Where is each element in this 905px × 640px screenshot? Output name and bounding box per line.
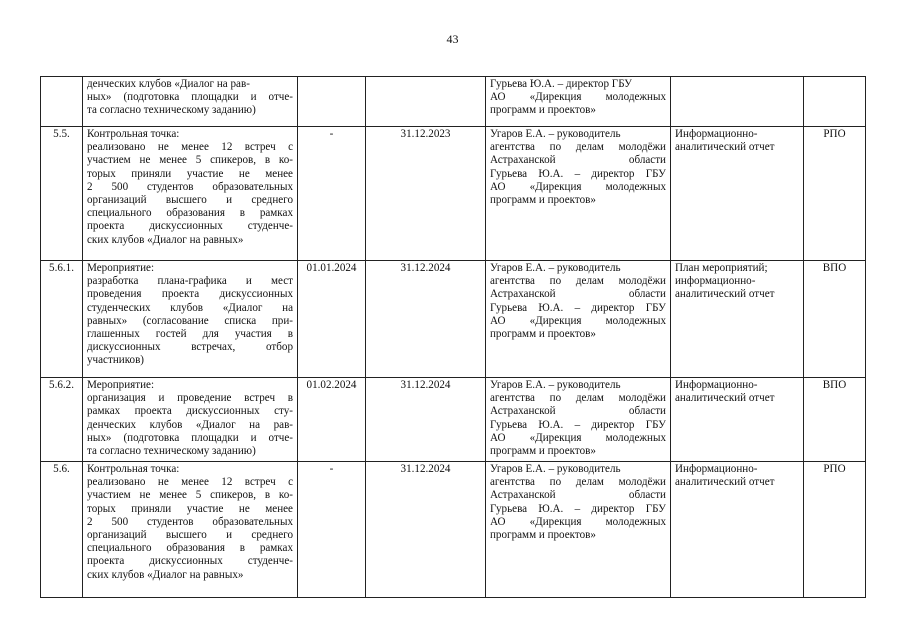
event-description bbox=[83, 261, 298, 378]
result-document-line: аналитический отчет bbox=[675, 141, 775, 154]
start-date: - bbox=[298, 462, 366, 598]
event-description-line: ных» (подготовка площадки и отче- bbox=[87, 91, 293, 104]
item-number bbox=[41, 77, 83, 127]
event-description-line: участием не менее 5 спикеров, в ко- bbox=[87, 154, 293, 167]
responsible-persons bbox=[486, 261, 671, 378]
responsible-persons-line: Астраханской области bbox=[490, 489, 666, 502]
responsible-persons-line: агентства по делам молодёжи bbox=[490, 476, 666, 489]
responsible-persons-line: программ и проектов» bbox=[490, 194, 596, 207]
responsible-persons-line: АО «Дирекция молодежных bbox=[490, 314, 666, 327]
responsible-persons bbox=[486, 127, 671, 261]
end-date: 31.12.2024 bbox=[366, 261, 486, 378]
event-description-line: ских клубов «Диалог на равных» bbox=[87, 233, 244, 246]
event-description-line: студенческих клубов «Диалог на bbox=[87, 301, 293, 314]
table-row bbox=[41, 378, 866, 462]
event-description-line: торых приняли участие не менее bbox=[87, 167, 293, 180]
page-number: 43 bbox=[446, 32, 459, 46]
responsible-persons-line: Угаров Е.А. – руководитель bbox=[490, 262, 621, 274]
document-type bbox=[804, 77, 866, 127]
responsible-persons-line: Гурьева Ю.А. – директор ГБУ bbox=[490, 502, 666, 515]
event-description-line: проведения проекта дискуссионных bbox=[87, 288, 293, 301]
event-description-line: Контрольная точка: bbox=[87, 463, 180, 475]
event-description-line: проекта дискуссионных студенче- bbox=[87, 220, 293, 233]
document-type: РПО bbox=[804, 462, 866, 598]
event-description-line: глашенных гостей для участия в bbox=[87, 328, 293, 341]
event-description-line: рамках проекта дискуссионных сту- bbox=[87, 405, 293, 418]
responsible-persons-line: Гурьева Ю.А. – директор ГБУ bbox=[490, 78, 633, 90]
event-description bbox=[83, 127, 298, 261]
event-description bbox=[83, 77, 298, 127]
responsible-persons-line: Угаров Е.А. – руководитель bbox=[490, 128, 621, 140]
responsible-persons-line: программ и проектов» bbox=[490, 445, 596, 458]
plan-table bbox=[40, 76, 866, 598]
event-description-line: 2 500 студентов образовательных bbox=[87, 180, 293, 193]
result-document-line: Информационно- bbox=[675, 463, 758, 475]
result-document bbox=[671, 462, 804, 598]
event-description-line: реализовано не менее 12 встреч с bbox=[87, 141, 293, 154]
responsible-persons-line: Астраханской области bbox=[490, 288, 666, 301]
responsible-persons-line: Гурьева Ю.А. – директор ГБУ bbox=[490, 418, 666, 431]
responsible-persons-line: АО «Дирекция молодежных bbox=[490, 180, 666, 193]
event-description-line: разработка плана-графика и мест bbox=[87, 275, 293, 288]
end-date: 31.12.2024 bbox=[366, 462, 486, 598]
result-document bbox=[671, 378, 804, 462]
result-document bbox=[671, 261, 804, 378]
responsible-persons-line: АО «Дирекция молодежных bbox=[490, 515, 666, 528]
event-description-line: участием не менее 5 спикеров, в ко- bbox=[87, 489, 293, 502]
event-description bbox=[83, 462, 298, 598]
item-number: 5.6.1. bbox=[41, 261, 83, 378]
event-description-line: специального образования в рамках bbox=[87, 542, 293, 555]
responsible-persons-line: агентства по делам молодёжи bbox=[490, 275, 666, 288]
event-description-line: ных» (подготовка площадки и отче- bbox=[87, 431, 293, 444]
responsible-persons-line: агентства по делам молодёжи bbox=[490, 392, 666, 405]
responsible-persons-line: программ и проектов» bbox=[490, 104, 596, 117]
start-date: - bbox=[298, 127, 366, 261]
responsible-persons bbox=[486, 378, 671, 462]
end-date bbox=[366, 77, 486, 127]
event-description-line: та согласно техническому заданию) bbox=[87, 104, 256, 117]
table-row bbox=[41, 127, 866, 261]
responsible-persons-line: Астраханской области bbox=[490, 154, 666, 167]
responsible-persons-line: Астраханской области bbox=[490, 405, 666, 418]
responsible-persons bbox=[486, 462, 671, 598]
table-row bbox=[41, 261, 866, 378]
responsible-persons-line: программ и проектов» bbox=[490, 328, 596, 341]
event-description-line: Мероприятие: bbox=[87, 262, 155, 274]
result-document bbox=[671, 127, 804, 261]
event-description-line: специального образования в рамках bbox=[87, 207, 293, 220]
responsible-persons-line: Гурьева Ю.А. – директор ГБУ bbox=[490, 167, 666, 180]
result-document-line: аналитический отчет bbox=[675, 392, 775, 405]
responsible-persons-line: АО «Дирекция молодежных bbox=[490, 91, 666, 104]
responsible-persons-line: агентства по делам молодёжи bbox=[490, 141, 666, 154]
event-description-line: участников) bbox=[87, 354, 145, 367]
event-description-line: организаций высшего и среднего bbox=[87, 529, 293, 542]
event-description-line: равных» (согласование списка при- bbox=[87, 314, 293, 327]
item-number: 5.6. bbox=[41, 462, 83, 598]
item-number: 5.5. bbox=[41, 127, 83, 261]
event-description-line: 2 500 студентов образовательных bbox=[87, 515, 293, 528]
event-description-line: денческих клубов «Диалог на рав- bbox=[87, 78, 250, 90]
result-document-line: Информационно- bbox=[675, 128, 758, 140]
event-description-line: организация и проведение встреч в bbox=[87, 392, 293, 405]
start-date: 01.02.2024 bbox=[298, 378, 366, 462]
result-document-line: Информационно- bbox=[675, 379, 758, 391]
event-description-line: организаций высшего и среднего bbox=[87, 194, 293, 207]
responsible-persons bbox=[486, 77, 671, 127]
responsible-persons-line: АО «Дирекция молодежных bbox=[490, 431, 666, 444]
responsible-persons-line: Угаров Е.А. – руководитель bbox=[490, 463, 621, 475]
event-description-line: дискуссионных встречах, отбор bbox=[87, 341, 293, 354]
event-description-line: ских клубов «Диалог на равных» bbox=[87, 568, 244, 581]
table-row bbox=[41, 77, 866, 127]
start-date: 01.01.2024 bbox=[298, 261, 366, 378]
start-date bbox=[298, 77, 366, 127]
event-description-line: Контрольная точка: bbox=[87, 128, 180, 140]
item-number: 5.6.2. bbox=[41, 378, 83, 462]
event-description-line: Мероприятие: bbox=[87, 379, 155, 391]
responsible-persons-line: Угаров Е.А. – руководитель bbox=[490, 379, 621, 391]
table-row bbox=[41, 462, 866, 598]
responsible-persons-line: программ и проектов» bbox=[490, 529, 596, 542]
event-description-line: реализовано не менее 12 встреч с bbox=[87, 476, 293, 489]
event-description-line: проекта дискуссионных студенче- bbox=[87, 555, 293, 568]
end-date: 31.12.2024 bbox=[366, 378, 486, 462]
result-document-line: аналитический отчет bbox=[675, 288, 775, 301]
end-date: 31.12.2023 bbox=[366, 127, 486, 261]
responsible-persons-line: Гурьева Ю.А. – директор ГБУ bbox=[490, 301, 666, 314]
result-document-line: аналитический отчет bbox=[675, 476, 775, 489]
result-document-line: План мероприятий; bbox=[675, 262, 768, 274]
document-type: ВПО bbox=[804, 378, 866, 462]
event-description-line: та согласно техническому заданию) bbox=[87, 445, 256, 458]
result-document-line: информационно- bbox=[675, 275, 756, 288]
event-description-line: торых приняли участие не менее bbox=[87, 502, 293, 515]
event-description-line: денческих клубов «Диалог на рав- bbox=[87, 418, 293, 431]
document-type: РПО bbox=[804, 127, 866, 261]
result-document bbox=[671, 77, 804, 127]
event-description bbox=[83, 378, 298, 462]
document-type: ВПО bbox=[804, 261, 866, 378]
